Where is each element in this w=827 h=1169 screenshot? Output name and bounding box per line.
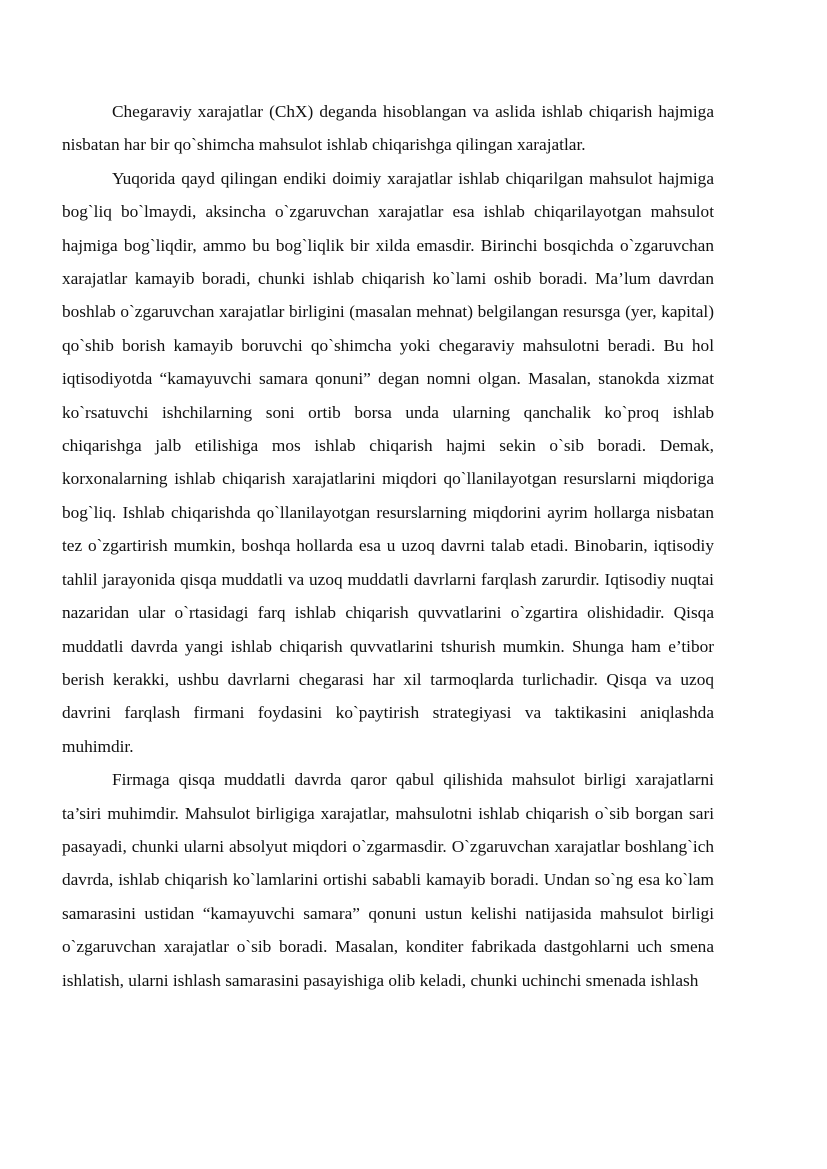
paragraph-2: Yuqorida qayd qilingan endiki doimiy xarajatlar ishlab chiqarilgan mahsulot hajmiga bog`liq bo`lmaydi, aksincha o`zgaruvchan xarajatlar esa ishlab chiqarilayotgan mahsulot hajmiga bog`liqdir, ammo bu bog`liqlik bir xilda emasdir. Birinchi bosqichda o`zgaruvchan xarajatlar kamayib boradi, chunki ishlab chiqarish ko`lami oshib boradi. Ma’lum davrdan boshlab o`zgaruvchan xarajatlar birligini (masalan mehnat) belgilangan resursga (yer, kapital) qo`shib borish kamayib boruvchi qo`shimcha yoki chegaraviy mahsulotni beradi. Bu hol iqtisodiyotda “kamayuvchi samara qonuni” degan nomni olgan. Masalan, stanokda xizmat ko`rsatuvchi ishchilarning soni ortib borsa unda ularning qanchalik ko`proq ishlab chiqarishga jalb etilishiga mos ishlab chiqarish hajmi sekin o`sib boradi. Demak, korxonalarning ishlab chiqarish xarajatlarini miqdori qo`llanilayotgan resurslarni miqdoriga bog`liq. Ishlab chiqarishda qo`llanilayotgan resurslarning miqdorini ayrim hollarga nisbatan tez o`zgartirish mumkin, boshqa hollarda esa u uzoq davrni talab etadi. Binobarin, iqtisodiy tahlil jarayonida qisqa muddatli va uzoq muddatli davrlarni farqlash zarurdir. Iqtisodiy nuqtai nazaridan ular o`rtasidagi farq ishlab chiqarish quvvatlarini o`zgartira olishidadir. Qisqa muddatli davrda yangi ishlab chiqarish quvvatlarini tshurish mumkin. Shunga ham e’tibor berish kerakki, ushbu davrlarni chegarasi har xil tarmoqlarda turlichadir. Qisqa va uzoq davrini farqlash firmani foydasini ko`paytirish strategiyasi va taktikasini aniqlashda muhimdir. bbox=[62, 168, 714, 756]
paragraph-3: Firmaga qisqa muddatli davrda qaror qabul qilishida mahsulot birligi xarajatlarni ta’siri muhimdir. Mahsulot birligiga xarajatlar, mahsulotni ishlab chiqarish o`sib borgan sari pasayadi, chunki ularni absolyut miqdori o`zgarmasdir. O`zgaruvchan xarajatlar boshlang`ich davrda, ishlab chiqarish ko`lamlarini ortishi sababli kamayib boradi. Undan so`ng esa ko`lam samarasini ustidan “kamayuvchi samara” qonuni ustun kelishi natijasida mahsulot birligi o`zgaruvchan xarajatlar o`sib boradi. Masalan, konditer fabrikada dastgohlarni uch smena ishlatish, ularni ishlash samarasini pasayishiga olib keladi, chunki uchinchi smenada ishlash bbox=[62, 770, 714, 990]
document-page bbox=[62, 95, 714, 997]
paragraph-1: Chegaraviy xarajatlar (ChX) deganda hisoblangan va aslida ishlab chiqarish hajmiga nisbatan har bir qo`shimcha mahsulot ishlab chiqarishga qilingan xarajatlar. bbox=[62, 102, 714, 155]
